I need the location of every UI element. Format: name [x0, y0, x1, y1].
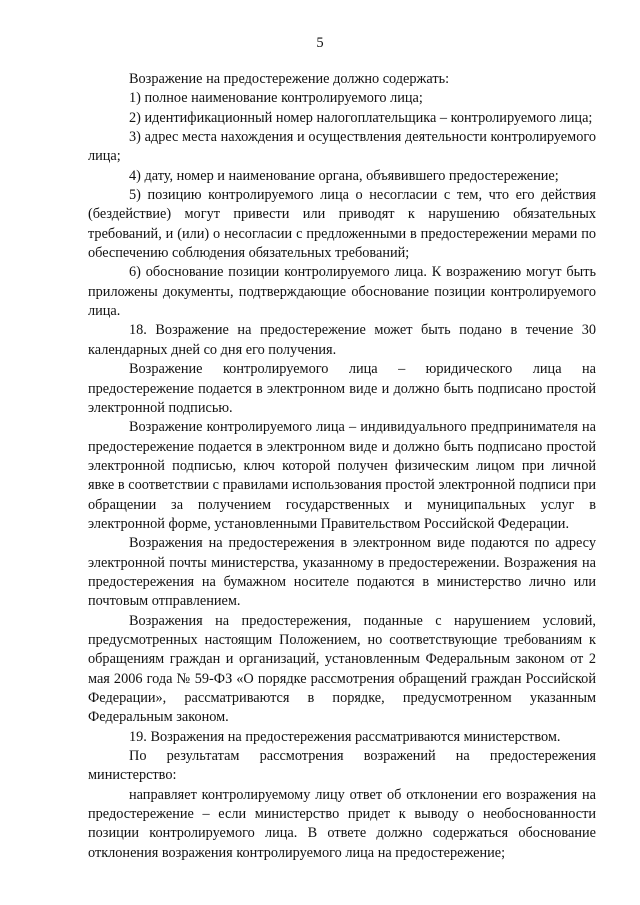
- paragraph-item-2: 2) идентификационный номер налогоплательщика – контролируемого лица;: [129, 109, 593, 126]
- paragraph-item-5: 5) позицию контролируемого лица о несогласии с тем, что его действия (бездействие) могут привести или приводят к нарушению обязательных требований, и (или) о несогласии с предложенными в предостережении мерами по обеспечению соблюдения обязательных требований;: [88, 187, 596, 262]
- paragraph-rejection-response: направляет контролируемому лицу ответ об отклонении его возражения на предостережение – если министерство придет к выводу о необоснованности позиции контролируемого лица. В ответе должно содержаться обоснование отклонения возражения контролируемого лица на предостережение;: [88, 786, 596, 861]
- paragraph-objection-contents-intro: Возражение на предостережение должно содержать:: [129, 71, 450, 87]
- paragraph-review-results: По результатам рассмотрения возражений на предостережения министерство:: [88, 748, 596, 784]
- paragraph-item-1: 1) полное наименование контролируемого лица;: [129, 90, 423, 107]
- paragraph-violated-conditions: Возражения на предостережения, поданные с нарушением условий, предусмотренных настоящим Положением, но соответствующие требованиям к обращениям граждан и организаций, установленным Федеральным законом от 2 мая 2006 года № 59-ФЗ «О порядке рассмотрения обращений граждан Российской Федерации», рассматриваются в порядке, предусмотренном указанным Федеральным законом.: [88, 612, 596, 726]
- paragraph-item-3: 3) адрес места нахождения и осуществления деятельности контролируемого лица;: [88, 129, 596, 165]
- paragraph-clause-18: 18. Возражение на предостережение может быть подано в течение 30 календарных дней со дня его получения.: [88, 322, 596, 358]
- page-number: 5: [316, 35, 324, 51]
- paragraph-submission-methods: Возражения на предостережения в электронном виде подаются по адресу электронной почты министерства, указанному в предостережении. Возражения на предостережения на бумажном носителе подаются в министерство лично или почтовым отправлением.: [88, 535, 596, 610]
- document-body: [88, 70, 596, 863]
- paragraph-entrepreneur-objection: Возражение контролируемого лица – индивидуального предпринимателя на предостережение подается в электронном виде и должно быть подписано простой электронной подписью, ключ которой получен физическим лицом при личной явке в соответствии с правилами использования простой электронной подписи при обращении за получением государственных и муниципальных услуг в электронной форме, установленными Правительством Российской Федерации.: [88, 419, 596, 532]
- paragraph-legal-entity-objection: Возражение контролируемого лица – юридического лица на предостережение подается в электронном виде и должно быть подписано простой электронной подписью.: [88, 361, 596, 416]
- paragraph-clause-19: 19. Возражения на предостережения рассматриваются министерством.: [129, 728, 561, 745]
- paragraph-item-4: 4) дату, номер и наименование органа, объявившего предостережение;: [129, 167, 559, 184]
- paragraph-item-6: 6) обоснование позиции контролируемого лица. К возражению могут быть приложены документы, подтверждающие обоснование позиции контролируемого лица.: [88, 264, 596, 320]
